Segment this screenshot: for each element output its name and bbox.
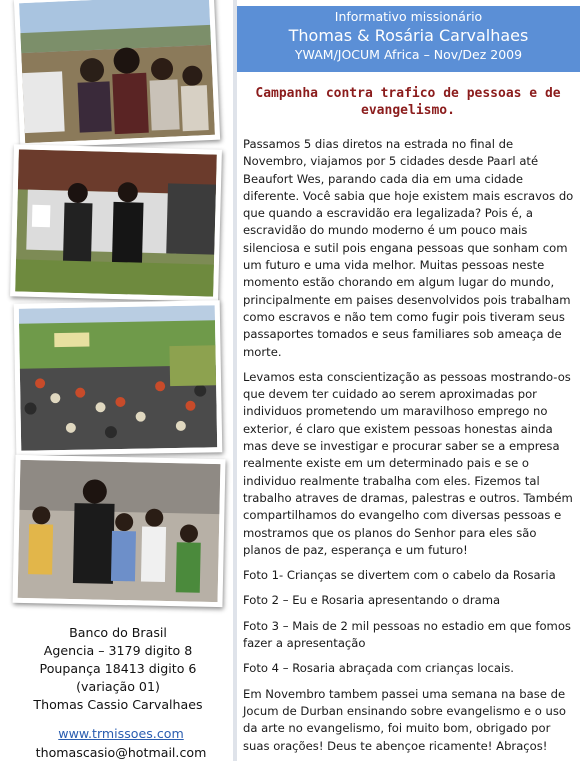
website-link[interactable]: www.trmissoes.com (58, 726, 184, 741)
bank-variation: (variação 01) (76, 679, 160, 694)
caption-photo-1: Foto 1- Crianças se divertem com o cabelo da Rosaria (243, 568, 556, 583)
bank-details (0, 624, 236, 714)
caption-photo-3: Foto 3 – Mais de 2 mil pessoas no estadio em que fomos fazer a apresentação (243, 618, 571, 651)
bank-savings: Poupança 18413 digito 6 (39, 661, 197, 676)
email-address: thomascasio@hotmail.com (35, 745, 207, 760)
photo-children-hug (12, 455, 225, 607)
article-headline: Campanha contra trafico de pessoas e de evangelismo. (255, 86, 561, 118)
paragraph-closing: Em Novembro tambem passei uma semana na base de Jocum de Durban ensinando sobre evangelismo e o uso da arte no evangelismo, foi muito bom, obrigado por suas orações! Deus te abençoe ricamente! Abraços! (243, 686, 567, 753)
header-title: Thomas & Rosária Carvalhaes (288, 26, 529, 45)
bank-name: Banco do Brasil (69, 625, 167, 640)
column-divider (233, 0, 237, 761)
caption-photo-4: Foto 4 – Rosaria abraçada com crianças locais. (243, 661, 514, 676)
bank-holder: Thomas Cassio Carvalhaes (33, 697, 203, 712)
photo-drama-presentation (10, 144, 222, 301)
photo-column (0, 0, 232, 761)
photo-stadium-crowd (14, 300, 223, 456)
contact-info (0, 724, 242, 762)
paragraph-intro: Passamos 5 dias diretos na estrada no final de Novembro, viajamos por 5 cidades desde Paarl até Beaufort Wes, parando cada dia em uma cidade diferente. Você sabia que hoje existem mais escravos do que quando a escravidão era legalizada? Pois é, a escravidão do mundo moderno é um pouco mais silenciosa e sutil pois engana pessoas que sonham com um futuro e uma vida melhor. Muitas pessoas neste momento estão chorando em algum lugar do mundo, principalmente em paises desenvolvidos pois trabalham como escravos e não tem como fugir pois tiveram seus passaportes tomados e seus familiares sob ameaça de morte. (243, 137, 574, 359)
caption-photo-2: Foto 2 – Eu e Rosaria apresentando o drama (243, 593, 501, 608)
header-subtitle: Informativo missionário (334, 9, 483, 24)
photo-children-hair (14, 0, 220, 148)
article-body (243, 136, 576, 763)
newsletter-header (237, 6, 580, 72)
bank-agency: Agencia – 3179 digito 8 (43, 643, 193, 658)
header-edition: YWAM/JOCUM Africa – Nov/Dez 2009 (294, 47, 523, 62)
paragraph-awareness: Levamos esta conscientização as pessoas mostrando-os que devem ter cuidado ao serem aproximadas por individuos prometendo um maravilhoso emprego no exterior, é claro que existem pessoas honestas ainda mas deve se investigar e procurar saber se a empresa realmente existe em um determinado pais e se o individuo realmente trabalha com eles. Fizemos tal trabalho atraves de dramas, palestras e outros. Também compartilhamos do evangelho com diversas pessoas e mostramos que os planos do Senhor para eles são planos de paz, esperança e um futuro! (243, 369, 573, 557)
